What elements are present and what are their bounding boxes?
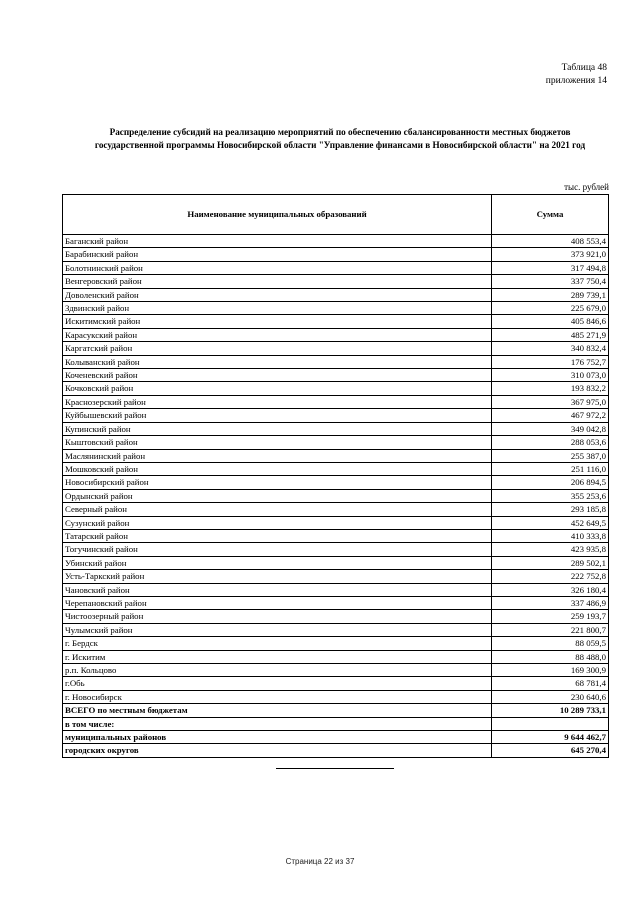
municipality-name: Карасукский район <box>63 328 492 341</box>
table-header-row <box>63 195 609 235</box>
subsidy-amount: 289 739,1 <box>492 288 609 301</box>
municipality-name: Ордынский район <box>63 489 492 502</box>
subsidy-amount: 230 640,6 <box>492 690 609 703</box>
subsidy-amount: 193 832,2 <box>492 382 609 395</box>
subsidy-amount: 9 644 462,7 <box>492 731 609 744</box>
table-reference <box>546 62 607 87</box>
subsidy-amount: 251 116,0 <box>492 462 609 475</box>
subsidy-amount: 259 193,7 <box>492 610 609 623</box>
subsidy-amount: 88 059,5 <box>492 637 609 650</box>
subsidy-amount: 410 333,8 <box>492 529 609 542</box>
subsidy-amount: 206 894,5 <box>492 476 609 489</box>
appendix-number: приложения 14 <box>545 75 607 86</box>
table-row <box>63 529 609 542</box>
table-row <box>63 462 609 475</box>
subsidy-amount: 289 502,1 <box>492 556 609 569</box>
table-row <box>63 516 609 529</box>
table-row <box>63 328 609 341</box>
table-row <box>63 623 609 636</box>
municipality-name: г.Обь <box>63 677 492 690</box>
municipality-name: р.п. Кольцово <box>63 664 492 677</box>
table-row <box>63 235 609 248</box>
municipality-name: Колыванский район <box>63 355 492 368</box>
document-title <box>60 126 620 151</box>
municipality-name: Купинский район <box>63 422 492 435</box>
municipality-name: Новосибирский район <box>63 476 492 489</box>
subsidy-amount: 225 679,0 <box>492 302 609 315</box>
subsidy-amount: 288 053,6 <box>492 436 609 449</box>
total-row <box>63 731 609 744</box>
table-row <box>63 436 609 449</box>
subsidy-amount: 317 494,8 <box>492 261 609 274</box>
subsidy-table <box>62 194 609 758</box>
municipality-name: Тогучинский район <box>63 543 492 556</box>
table-number: Таблица 48 <box>561 63 607 73</box>
table-row <box>63 610 609 623</box>
table-row <box>63 650 609 663</box>
table-row <box>63 543 609 556</box>
municipality-name: Чулымский район <box>63 623 492 636</box>
subsidy-amount: 367 975,0 <box>492 395 609 408</box>
subsidy-amount: 467 972,2 <box>492 409 609 422</box>
subsidy-amount: 293 185,8 <box>492 503 609 516</box>
subsidy-amount: 221 800,7 <box>492 623 609 636</box>
title-line-2: государственной программы Новосибирской области "Управление финансами в Новосибирской области" на 2021 год <box>94 139 586 150</box>
units-label: тыс. рублей <box>564 182 609 192</box>
subsidy-amount: 408 553,4 <box>492 235 609 248</box>
table-row <box>63 570 609 583</box>
table-row <box>63 664 609 677</box>
table-row <box>63 342 609 355</box>
subsidy-amount: 337 486,9 <box>492 596 609 609</box>
municipality-name: Черепановский район <box>63 596 492 609</box>
subsidy-amount: 169 300,9 <box>492 664 609 677</box>
municipality-name: Чистоозерный район <box>63 610 492 623</box>
municipality-name: Северный район <box>63 503 492 516</box>
table-body <box>63 235 609 758</box>
municipality-name: Сузунский район <box>63 516 492 529</box>
subsidy-amount: 310 073,0 <box>492 369 609 382</box>
municipality-name: Искитимский район <box>63 315 492 328</box>
municipality-name: Доволенский район <box>63 288 492 301</box>
table-row <box>63 409 609 422</box>
municipality-name: Каргатский район <box>63 342 492 355</box>
municipality-name: Краснозерский район <box>63 395 492 408</box>
table-row <box>63 503 609 516</box>
column-header-sum: Сумма <box>492 195 609 235</box>
total-row <box>63 717 609 730</box>
total-row <box>63 744 609 757</box>
table-row <box>63 315 609 328</box>
table-row <box>63 261 609 274</box>
column-header-name: Наименование муниципальных образований <box>63 195 492 235</box>
table-row <box>63 690 609 703</box>
municipality-name: Кочковский район <box>63 382 492 395</box>
subsidy-amount: 176 752,7 <box>492 355 609 368</box>
subsidy-amount: 373 921,0 <box>492 248 609 261</box>
table-row <box>63 248 609 261</box>
municipality-name: г. Бердск <box>63 637 492 650</box>
subsidy-amount: 255 387,0 <box>492 449 609 462</box>
table-row <box>63 583 609 596</box>
subsidy-amount: 326 180,4 <box>492 583 609 596</box>
municipality-name: Коченевский район <box>63 369 492 382</box>
municipality-name: муниципальных районов <box>63 731 492 744</box>
table-row <box>63 382 609 395</box>
table-row <box>63 556 609 569</box>
municipality-name: Венгеровский район <box>63 275 492 288</box>
municipality-name: Чановский район <box>63 583 492 596</box>
subsidy-amount: 405 846,6 <box>492 315 609 328</box>
municipality-name: ВСЕГО по местным бюджетам <box>63 704 492 717</box>
subsidy-amount: 68 781,4 <box>492 677 609 690</box>
subsidy-amount: 349 042,8 <box>492 422 609 435</box>
municipality-name: Убинский район <box>63 556 492 569</box>
municipality-name: Болотнинский район <box>63 261 492 274</box>
municipality-name: Маслянинский район <box>63 449 492 462</box>
subsidy-amount: 88 488,0 <box>492 650 609 663</box>
municipality-name: г. Новосибирск <box>63 690 492 703</box>
municipality-name: Баганский район <box>63 235 492 248</box>
table-row <box>63 355 609 368</box>
municipality-name: в том числе: <box>63 717 492 730</box>
table-row <box>63 449 609 462</box>
title-line-1: Распределение субсидий на реализацию мероприятий по обеспечению сбалансированности местных бюджетов <box>109 127 571 137</box>
municipality-name: городских округов <box>63 744 492 757</box>
page-number: Страница 22 из 37 <box>285 857 355 866</box>
subsidy-amount: 222 752,8 <box>492 570 609 583</box>
subsidy-amount: 10 289 733,1 <box>492 704 609 717</box>
subsidy-amount: 452 649,5 <box>492 516 609 529</box>
table-row <box>63 596 609 609</box>
subsidy-amount: 645 270,4 <box>492 744 609 757</box>
table-row <box>63 369 609 382</box>
table-row <box>63 476 609 489</box>
subsidy-amount: 355 253,6 <box>492 489 609 502</box>
municipality-name: Кыштовский район <box>63 436 492 449</box>
subsidy-amount: 340 832,4 <box>492 342 609 355</box>
municipality-name: Барабинский район <box>63 248 492 261</box>
municipality-name: Мошковский район <box>63 462 492 475</box>
table-row <box>63 275 609 288</box>
table-row <box>63 288 609 301</box>
total-row <box>63 704 609 717</box>
subsidy-amount: 423 935,8 <box>492 543 609 556</box>
municipality-name: Куйбышевский район <box>63 409 492 422</box>
table-row <box>63 302 609 315</box>
table-row <box>63 422 609 435</box>
table-row <box>63 637 609 650</box>
subsidy-amount: 337 750,4 <box>492 275 609 288</box>
separator-line <box>276 768 394 769</box>
municipality-name: Усть-Таркский район <box>63 570 492 583</box>
table-row <box>63 489 609 502</box>
subsidy-amount <box>492 717 609 730</box>
table-row <box>63 395 609 408</box>
municipality-name: Здвинский район <box>63 302 492 315</box>
municipality-name: г. Искитим <box>63 650 492 663</box>
municipality-name: Татарский район <box>63 529 492 542</box>
subsidy-amount: 485 271,9 <box>492 328 609 341</box>
table-row <box>63 677 609 690</box>
